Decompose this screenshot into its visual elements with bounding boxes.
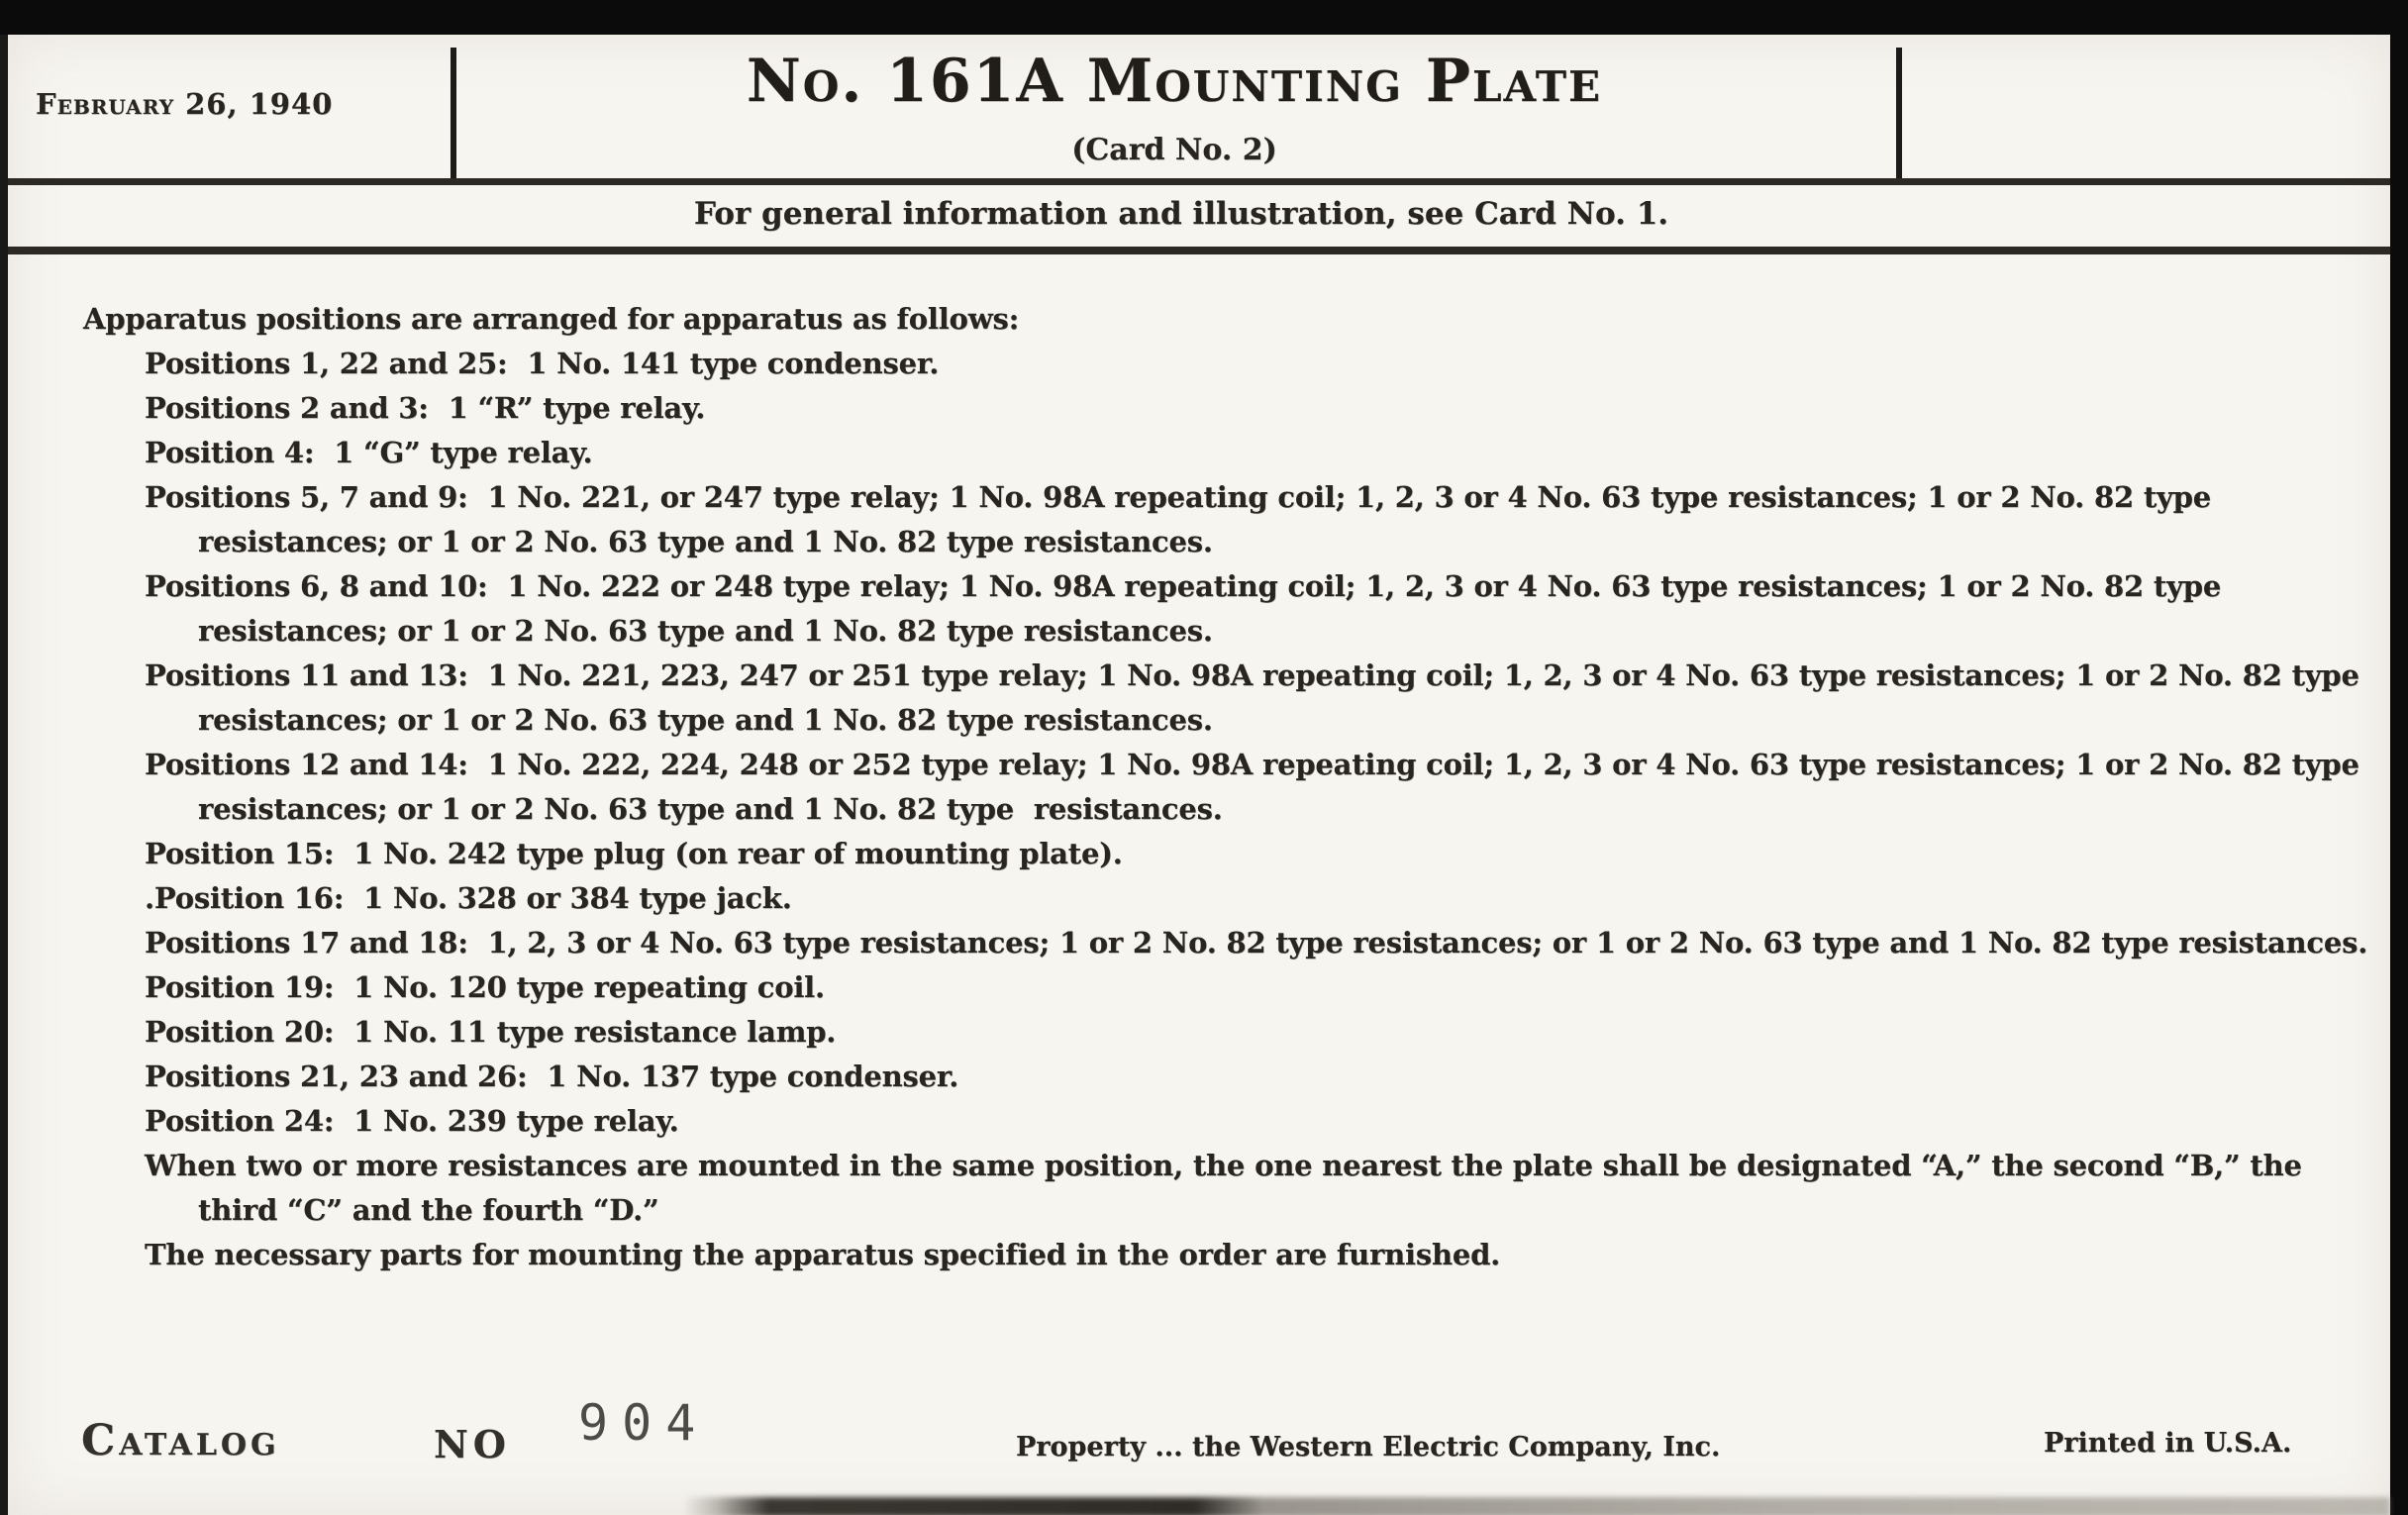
card-subtitle: (Card No. 2) — [1071, 133, 1277, 167]
scan-border-right — [2390, 0, 2408, 1515]
list-item: Positions 17 and 18: 1, 2, 3 or 4 No. 63 type resistances; 1 or 2 No. 82 type resistances; or 1 or 2 No. 63 type and 1 No. 82 type resistances. — [145, 926, 2368, 960]
list-item: Positions 6, 8 and 10: 1 No. 222 or 248 type relay; 1 No. 98A repeating coil; 1, 2, 3 or 4 No. 63 type resistances; 1 or 2 No. 82 type resistances; or 1 or 2 No. 63 type and 1 No. 82 type resistances. — [145, 569, 2231, 648]
page-title: No. 161A Mounting Plate — [746, 47, 1603, 116]
list-item: Position 24: 1 No. 239 type relay. — [145, 1104, 679, 1138]
list-item: Positions 21, 23 and 26: 1 No. 137 type condenser. — [145, 1060, 959, 1093]
scan-border-left — [0, 35, 8, 1515]
issue-date: February 26, 1940 — [36, 87, 334, 121]
list-item: Positions 11 and 13: 1 No. 221, 223, 247 or 251 type relay; 1 No. 98A repeating coil; 1, 2, 3 or 4 No. 63 type resistances; 1 or 2 No. 82 type resistances; or 1 or 2 No. 63 type and 1 No. 82 type resistances. — [145, 658, 2369, 737]
info-banner: For general information and illustration, see Card No. 1. — [693, 196, 1669, 232]
list-item: Position 19: 1 No. 120 type repeating coil. — [145, 970, 825, 1004]
scan-border-top — [0, 0, 2408, 35]
list-item: The necessary parts for mounting the apparatus specified in the order are furnished. — [145, 1238, 1501, 1271]
catalog-number-stamp: 904 — [578, 1394, 710, 1452]
apparatus-section — [83, 297, 2368, 1277]
list-item: When two or more resistances are mounted in the same position, the one nearest the plate shall be designated “A,” the second “B,” the third “C” and the fourth “D.” — [145, 1149, 2312, 1227]
list-item: .Position 16: 1 No. 328 or 384 type jack. — [145, 881, 792, 915]
list-item: Positions 2 and 3: 1 “R” type relay. — [145, 391, 706, 425]
property-note: Property ... the Western Electric Company, Inc. — [1016, 1432, 1721, 1463]
header-divider-right — [1896, 48, 1902, 179]
list-item: Positions 5, 7 and 9: 1 No. 221, or 247 type relay; 1 No. 98A repeating coil; 1, 2, 3 or 4 No. 63 type resistances; 1 or 2 No. 82 type resistances; or 1 or 2 No. 63 type and 1 No. 82 type resistances. — [145, 480, 2221, 558]
list-item: Position 15: 1 No. 242 type plug (on rear of mounting plate). — [145, 837, 1123, 870]
catalog-no-label: NO — [434, 1422, 511, 1466]
rule-lower — [8, 247, 2390, 254]
list-item: Positions 1, 22 and 25: 1 No. 141 type condenser. — [145, 347, 940, 380]
list-item: Position 4: 1 “G” type relay. — [145, 436, 593, 469]
list-item: Positions 12 and 14: 1 No. 222, 224, 248 or 252 type relay; 1 No. 98A repeating coil; 1, 2, 3 or 4 No. 63 type resistances; 1 or 2 No. 82 type resistances; or 1 or 2 No. 63 type and 1 No. 82 type resistances. — [145, 748, 2369, 826]
apparatus-intro: Apparatus positions are arranged for apparatus as follows: — [83, 302, 1020, 336]
catalog-label: Catalog — [81, 1416, 280, 1465]
printed-note: Printed in U.S.A. — [2044, 1428, 2292, 1459]
list-item: Position 20: 1 No. 11 type resistance lamp. — [145, 1015, 837, 1049]
apparatus-list — [83, 342, 2368, 1277]
bottom-scan-smudge — [683, 1497, 2390, 1515]
rule-upper — [8, 178, 2390, 185]
